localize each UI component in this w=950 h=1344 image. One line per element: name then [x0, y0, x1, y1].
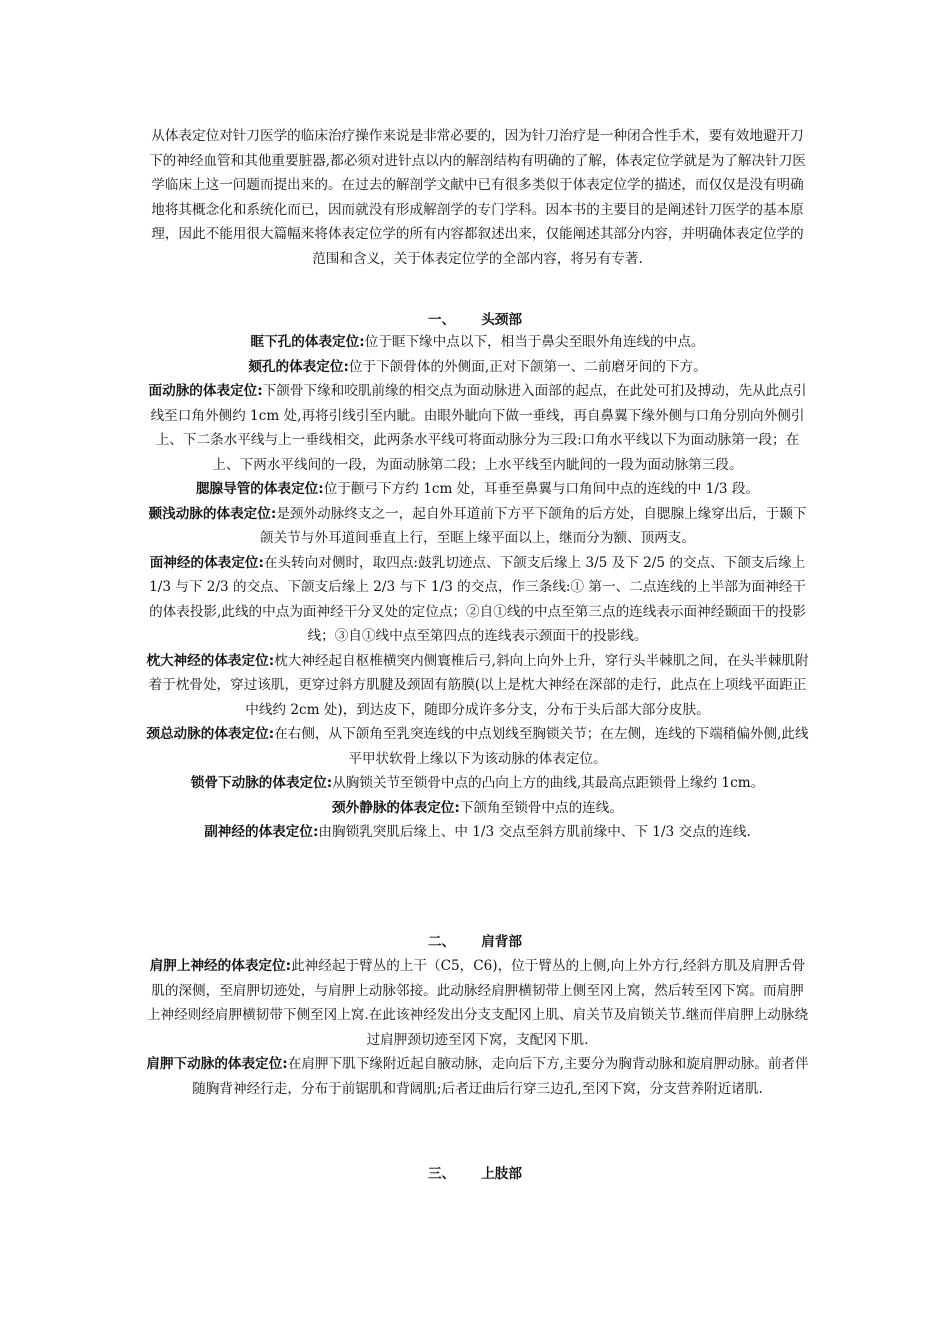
entry-term: 锁骨下动脉的体表定位:	[190, 775, 333, 791]
entry-infraorbital-foramen	[145, 330, 810, 355]
entry-term: 枕大神经的体表定位:	[146, 652, 275, 669]
section-title: 肩背部	[481, 934, 522, 950]
entry-text: 位于下颌骨体的外侧面,正对下颌第一、二前磨牙间的下方。	[348, 358, 707, 375]
entry-text: 从胸锁关节至锁骨中点的凸向上方的曲线,其最高点距锁骨上缘约 1cm。	[332, 775, 765, 791]
entry-text: 下颌角至锁骨中点的连线。	[459, 799, 623, 816]
entry-term: 面神经的体表定位:	[149, 554, 264, 571]
section-head-neck-entries	[145, 330, 810, 845]
entry-common-carotid-artery	[145, 722, 810, 771]
section-title: 上肢部	[481, 1166, 522, 1182]
entry-parotid-duct	[145, 477, 810, 502]
entry-term: 颈外静脉的体表定位:	[332, 799, 460, 816]
entry-text: 由胸锁乳突肌后缘上、中 1/3 交点至斜方肌前缘中、下 1/3 交点的连线.	[318, 824, 751, 840]
section-heading-shoulder-back	[0, 930, 950, 950]
entry-text: 在头转向对侧时，取四点:鼓乳切迹点、下颌支后缘上 3/5 及下 2/5 的交点、下颌支后缘上 1/3 与下 2/3 的交点、下颌支后缘上 2/3 与下 1/3 的交点，作三条线:① 第一、二点连线的上半部为面神经干的体表投影,此线的中点为面神经干分叉处的定位点；②自①线的中点至第三点的连线表示面神经颞面干的投影线；③自①线中点至第四点的连线表示颈面干的投影线。	[149, 554, 806, 644]
entry-text: 在右侧，从下颌角至乳突连线的中点划线至胸锁关节；在左侧，连线的下端稍偏外侧,此线平甲状软骨上缘以下为该动脉的体表定位。	[274, 726, 809, 767]
section-shoulder-back-entries	[145, 954, 810, 1101]
entry-facial-artery	[145, 379, 810, 477]
entry-term: 眶下孔的体表定位:	[250, 334, 365, 350]
entry-suprascapular-nerve	[145, 954, 810, 1052]
section-number: 三、	[428, 1166, 456, 1182]
entry-term: 颏孔的体表定位:	[248, 358, 349, 375]
entry-term: 颞浅动脉的体表定位:	[148, 505, 277, 522]
entry-term: 肩胛上神经的体表定位:	[149, 958, 292, 974]
entry-text: 此神经起于臂丛的上干（C5，C6)，位于臂丛的上侧,向上外方行,经斜方肌及肩胛舌骨肌的深侧，至肩胛切迹处，与肩胛上动脉邻接。此动脉经肩胛横韧带上侧至冈上窝，然后转至冈下窝。而肩胛上神经则经肩胛横韧带下侧至冈上窝.在此该神经发出分支支配冈上肌、肩关节及肩锁关节.继而伴肩胛上动脉绕过肩胛颈切迹至冈下窝，支配冈下肌.	[146, 958, 809, 1048]
entry-subscapular-artery	[145, 1052, 810, 1101]
entry-term: 腮腺导管的体表定位:	[195, 481, 324, 497]
entry-text: 在肩胛下肌下缘附近起自腋动脉，走向后下方,主要分为胸背动脉和旋肩胛动脉。前者伴随胸背神经行走，分布于前锯肌和背阔肌;后者迂曲后行穿三边孔,至冈下窝，分支营养附近诸肌.	[192, 1056, 809, 1097]
entry-term: 颈总动脉的体表定位:	[146, 726, 275, 742]
entry-term: 肩胛下动脉的体表定位:	[146, 1056, 288, 1072]
section-heading-upper-limb	[0, 1162, 950, 1182]
entry-text: 是颈外动脉终支之一，起自外耳道前下方平下颌角的后方处，自腮腺上缘穿出后，于颞下颌关节与外耳道间垂直上行，至眶上缘平面以上，继而分为额、顶两支。	[260, 505, 807, 546]
entry-accessory-nerve	[145, 820, 810, 845]
entry-greater-occipital-nerve	[145, 649, 810, 723]
section-number: 二、	[428, 934, 456, 950]
entry-external-jugular-vein	[145, 796, 810, 821]
entry-text: 下颌骨下缘和咬肌前缘的相交点为面动脉进入面部的起点，在此处可扪及搏动，先从此点引线至口角外侧约 1cm 处,再将引线引至内眦。由眼外眦向下做一垂线，再自鼻翼下缘外侧与口角分别向外侧引上、下二条水平线与上一垂线相交，此两条水平线可将面动脉分为三段:口角水平线以下为面动脉第一段；在上、下两水平线间的一段，为面动脉第二段；上水平线至内眦间的一段为面动脉第三段。	[150, 383, 807, 473]
section-heading-head-neck	[0, 308, 950, 328]
intro-paragraph: 从体表定位对针刀医学的临床治疗操作来说是非常必要的，因为针刀治疗是一种闭合性手术，要有效地避开刀下的神经血管和其他重要脏器,都必须对进针点以内的解剖结构有明确的了解，体表定位学就是为了解决针刀医学临床上这一问题而提出来的。在过去的解剖学文献中已有很多类似于体表定位学的描述，而仅仅是没有明确地将其概念化和系统化而已，因而就没有形成解剖学的专门学科。因本书的主要目的是阐述针刀医学的基本原理，因此不能用很大篇幅来将体表定位学的所有内容都叙述出来，仅能阐述其部分内容，并明确体表定位学的范围和含义，关于体表定位学的全部内容，将另有专著.	[149, 128, 806, 267]
entry-text: 位于颧弓下方约 1cm 处，耳垂至鼻翼与口角间中点的连线的中 1/3 段。	[323, 481, 760, 497]
entry-text: 枕大神经起自枢椎横突内侧寰椎后弓,斜向上向外上升，穿行头半棘肌之间，在头半棘肌附着于枕骨处，穿过该肌，更穿过斜方肌腱及颈固有筋膜(以上是枕大神经在深部的走行，此点在上项线平面距正中线约 2cm 处)，到达皮下，随即分成许多分支，分布于头后部大部分皮肤。	[148, 652, 809, 718]
entry-superficial-temporal-artery	[145, 502, 810, 551]
entry-text: 位于眶下缘中点以下，相当于鼻尖至眼外角连线的中点。	[364, 334, 705, 350]
section-title: 头颈部	[481, 312, 522, 328]
entry-mental-foramen	[145, 355, 810, 380]
entry-subclavian-artery	[145, 771, 810, 796]
entry-facial-nerve	[145, 551, 810, 649]
entry-term: 面动脉的体表定位:	[148, 383, 263, 399]
entry-term: 副神经的体表定位:	[204, 824, 319, 840]
section-number: 一、	[428, 312, 456, 328]
